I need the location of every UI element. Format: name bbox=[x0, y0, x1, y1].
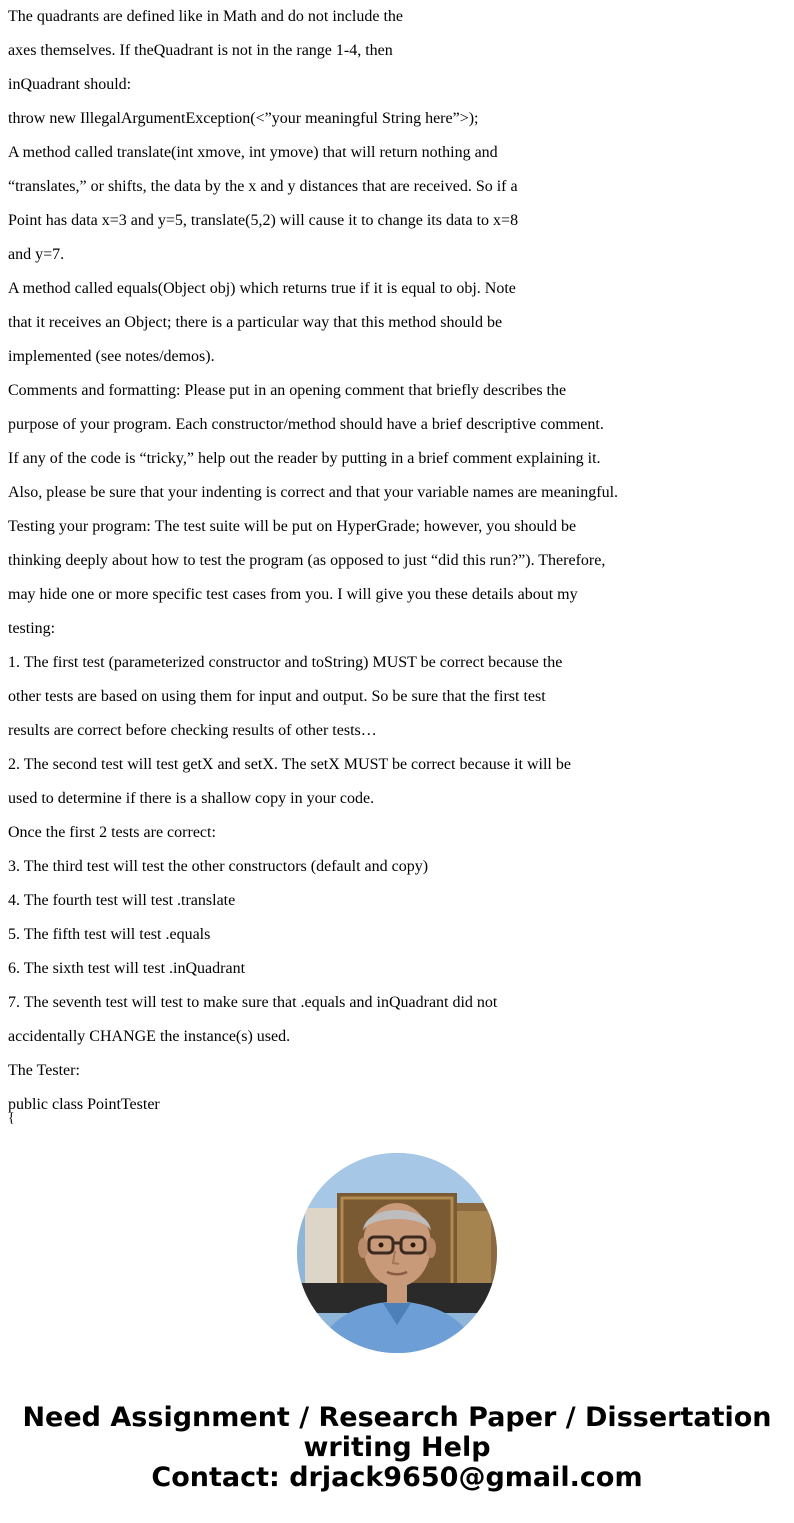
doc-line: throw new IllegalArgumentException(<”your meaningful String here”>); bbox=[8, 110, 479, 127]
doc-line: 6. The sixth test will test .inQuadrant bbox=[8, 960, 246, 977]
doc-line: A method called equals(Object obj) which returns true if it is equal to obj. Note bbox=[8, 280, 516, 297]
doc-line: Point has data x=3 and y=5, translate(5,2) will cause it to change its data to x=8 bbox=[8, 212, 519, 229]
doc-line: The quadrants are defined like in Math and do not include the bbox=[8, 8, 403, 25]
avatar-portrait-illustration bbox=[297, 1153, 497, 1353]
doc-line: Testing your program: The test suite will be put on HyperGrade; however, you should be bbox=[8, 518, 577, 535]
doc-line: implemented (see notes/demos). bbox=[8, 348, 215, 365]
doc-line: public class PointTester bbox=[8, 1096, 160, 1113]
document-body bbox=[8, 0, 778, 1122]
doc-line: A method called translate(int xmove, int ymove) that will return nothing and bbox=[8, 144, 498, 161]
doc-line: Comments and formatting: Please put in an opening comment that briefly describes the bbox=[8, 382, 567, 399]
doc-line: that it receives an Object; there is a particular way that this method should be bbox=[8, 314, 503, 331]
doc-line: testing: bbox=[8, 620, 56, 637]
doc-line: inQuadrant should: bbox=[8, 76, 132, 93]
doc-line: purpose of your program. Each constructor/method should have a brief descriptive comment. bbox=[8, 416, 604, 433]
doc-line: 7. The seventh test will test to make sure that .equals and inQuadrant did not bbox=[8, 994, 498, 1011]
promo-line-subheadline: writing Help bbox=[303, 1432, 491, 1463]
doc-line: other tests are based on using them for input and output. So be sure that the first test bbox=[8, 688, 546, 705]
doc-line: used to determine if there is a shallow copy in your code. bbox=[8, 790, 375, 807]
doc-line: “translates,” or shifts, the data by the x and y distances that are received. So if a bbox=[8, 178, 518, 195]
doc-line: Once the first 2 tests are correct: bbox=[8, 824, 216, 841]
doc-line: The Tester: bbox=[8, 1062, 80, 1079]
doc-line: and y=7. bbox=[8, 246, 65, 263]
doc-line: 1. The first test (parameterized constructor and toString) MUST be correct because the bbox=[8, 654, 563, 671]
doc-line: 3. The third test will test the other constructors (default and copy) bbox=[8, 858, 429, 875]
author-avatar bbox=[297, 1153, 497, 1353]
promo-line-headline: Need Assignment / Research Paper / Dissertation bbox=[22, 1402, 772, 1433]
doc-line: may hide one or more specific test cases from you. I will give you these details about my bbox=[8, 586, 578, 603]
doc-line: 5. The fifth test will test .equals bbox=[8, 926, 211, 943]
doc-line: 2. The second test will test getX and setX. The setX MUST be correct because it will be bbox=[8, 756, 571, 773]
doc-line: 4. The fourth test will test .translate bbox=[8, 892, 236, 909]
doc-line: results are correct before checking results of other tests… bbox=[8, 722, 377, 739]
doc-line: thinking deeply about how to test the program (as opposed to just “did this run?”). Therefore, bbox=[8, 552, 606, 569]
clipped-brace-glyph: { bbox=[8, 1111, 15, 1126]
promo-contact-email: Contact: drjack9650@gmail.com bbox=[151, 1462, 643, 1493]
doc-line: Also, please be sure that your indenting is correct and that your variable names are meaningful. bbox=[8, 484, 619, 501]
doc-line: If any of the code is “tricky,” help out the reader by putting in a brief comment explaining it. bbox=[8, 450, 601, 467]
promo-banner bbox=[0, 1403, 794, 1493]
doc-line: axes themselves. If theQuadrant is not in the range 1-4, then bbox=[8, 42, 393, 59]
doc-line: accidentally CHANGE the instance(s) used. bbox=[8, 1028, 291, 1045]
